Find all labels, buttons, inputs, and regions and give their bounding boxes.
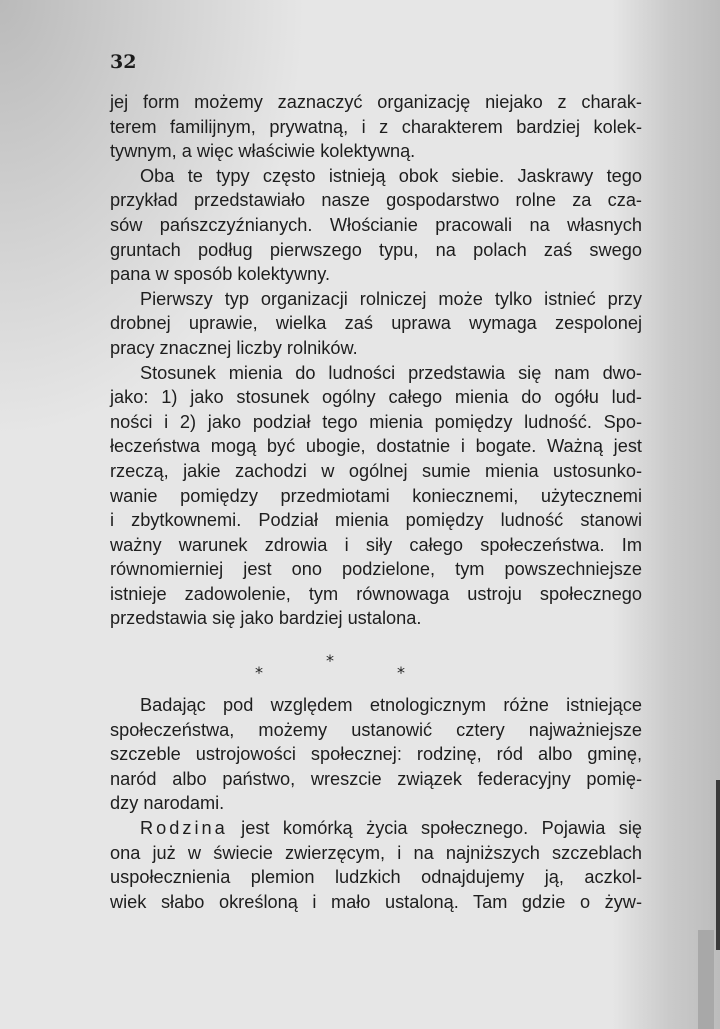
text-line: drobnej uprawie, wielka zaś uprawa wymaga zespolonej	[110, 313, 642, 334]
section-separator	[110, 631, 642, 693]
text-line: terem familijnym, prywatną, i z charakterem bardziej kolek-	[110, 116, 642, 137]
text-line: Badając pod względem etnologicznym różne istniejące	[140, 695, 642, 716]
separator-asterisk: *	[326, 651, 334, 671]
text-line: wanie pomiędzy przedmiotami koniecznemi, użytecznemi	[110, 485, 642, 506]
paragraph	[110, 693, 642, 816]
text-line: Stosunek mienia do ludności przedstawia się nam dwo-	[140, 362, 642, 383]
text-line: Oba te typy często istnieją obok siebie. Jaskrawy tego	[140, 165, 642, 186]
paragraph	[110, 287, 642, 361]
separator-asterisk: *	[397, 663, 405, 683]
body-text	[110, 90, 642, 914]
text-line: ona już w świecie zwierzęcym, i na najniższych szczeblach	[110, 842, 642, 863]
separator-asterisk: *	[255, 663, 263, 683]
text-line: społeczeństwa, możemy ustanowić cztery najważniejsze	[110, 719, 642, 740]
text-line: wiek słabo określoną i mało ustaloną. Tam gdzie o żyw-	[110, 891, 642, 912]
text-line: pana w sposób kolektywny.	[110, 264, 331, 285]
emphasized-term: Rodzina	[140, 818, 228, 839]
text-fragment: jest komórką życia społecznego. Pojawia się	[227, 818, 642, 839]
paragraph	[110, 90, 642, 164]
paragraph	[110, 164, 642, 287]
text-line: sów pańszczyźnianych. Włościanie pracowali na własnych	[110, 214, 642, 235]
text-line: jej form możemy zaznaczyć organizację niejako z charak-	[110, 92, 642, 112]
text-line: równomierniej jest ono podzielone, tym powszechniejsze	[110, 559, 642, 580]
text-line: przedstawia się jako bardziej ustalona.	[110, 608, 422, 629]
text-line	[110, 816, 642, 841]
text-line: Pierwszy typ organizacji rolniczej może tylko istnieć przy	[140, 288, 642, 309]
paragraph	[110, 361, 642, 632]
text-line: uspołecznienia plemion ludzkich odnajdujemy ją, aczkol-	[110, 867, 642, 888]
text-line: gruntach podług pierwszego typu, na polach zaś swego	[110, 239, 642, 260]
text-line: naród albo państwo, wreszcie związek federacyjny pomię-	[110, 768, 642, 789]
page-edge-shadow	[716, 780, 720, 950]
text-line: szczeble ustrojowości społecznej: rodzinę, ród albo gminę,	[110, 744, 642, 765]
text-line: ności i 2) jako podział tego mienia pomiędzy ludność. Spo-	[110, 411, 642, 432]
text-line: rzeczą, jakie zachodzi w ogólnej sumie mienia ustosunko-	[110, 460, 642, 481]
text-line: ważny warunek zdrowia i siły całego społeczeństwa. Im	[110, 534, 642, 555]
paragraph	[110, 816, 642, 914]
text-line: i zbytkownemi. Podział mienia pomiędzy ludność stanowi	[110, 510, 642, 531]
text-line: przykład przedstawiało nasze gospodarstwo rolne za cza-	[110, 190, 642, 211]
text-line: dzy narodami.	[110, 793, 225, 814]
text-line: istnieje zadowolenie, tym równowaga ustroju społecznego	[110, 583, 642, 604]
text-line: jako: 1) jako stosunek ogólny całego mienia do ogółu lud-	[110, 387, 642, 408]
page-edge-fold	[698, 930, 714, 1029]
text-line: tywnym, a więc właściwie kolektywną.	[110, 141, 416, 162]
text-line: pracy znacznej liczby rolników.	[110, 337, 358, 358]
text-line: łeczeństwa mogą być ubogie, dostatnie i bogate. Ważną jest	[110, 436, 642, 457]
page-number: 32	[110, 51, 137, 73]
